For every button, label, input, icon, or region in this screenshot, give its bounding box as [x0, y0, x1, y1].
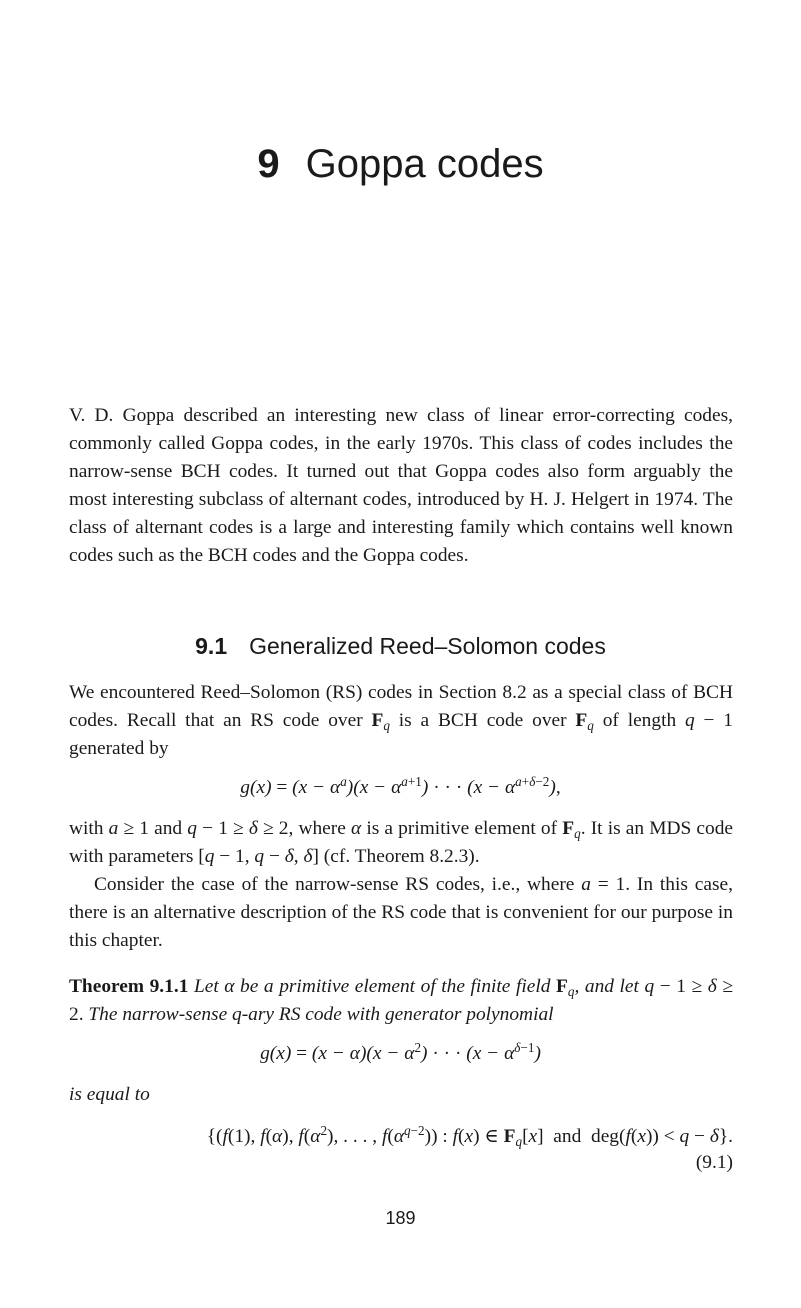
section-title — [0, 631, 801, 661]
equation-number: (9.1) — [695, 1152, 733, 1173]
section-number: 9.1 — [195, 633, 228, 659]
theorem-label: Theorem 9.1.1 — [69, 976, 189, 997]
section-name: Generalized Reed–Solomon codes — [249, 633, 606, 659]
theorem-code-set-equation: {(f(1), f(α), $f(\alpha^2)$, . . . , $f(\alpha^{q-2})$) : f(x) ∈ $F_q[x]$ and deg(f(x)) < q − δ}. — [206, 1122, 733, 1149]
generator-polynomial-equation: $g(x) = (x - \alpha^a)(x - \alpha^{a+1})$ · · · $(x - \alpha^{a+\delta-2})$, — [240, 773, 561, 798]
intro-paragraph: V. D. Goppa described an interesting new class of linear error-correcting codes, commonly called Goppa codes, in the early 1970s. This class of codes includes the narrow-sense BCH codes. It turned out that Goppa codes also form arguably the most interesting subclass of alternant codes, introduced by H. J. Helgert in 1974. The class of alternant codes is a large and interesting family which contains well known codes such as the BCH codes and the Goppa codes. — [69, 405, 733, 566]
page-number: 189 — [385, 1208, 416, 1228]
chapter-number: 9 — [257, 142, 280, 186]
paragraph-narrow-sense: Consider the case of the narrow-sense RS codes, i.e., where a = 1. In this case, there is an alternative description of the RS code that is convenient for our purpose in this chapter. — [69, 874, 733, 951]
chapter-name: Goppa codes — [305, 142, 544, 186]
theorem-statement: Theorem 9.1.1 Let α be a primitive element of the finite field $F_q$, and let q − 1 ≥ δ ≥ 2. The narrow-sense q-ary RS code with generator polynomial — [69, 976, 733, 1025]
theorem-is-equal-to: is equal to — [69, 1084, 150, 1105]
paragraph-rs-intro: We encountered Reed–Solomon (RS) codes in Section 8.2 as a special class of BCH codes. Recall that an RS code over $F_q$ is a BCH code over $F_q$ of length q − 1 generated by — [69, 682, 733, 759]
theorem-generator-equation: $g(x) = (x - \alpha)(x - \alpha^2)$ · · · $(x - \alpha^{\delta-1})$ — [260, 1039, 541, 1064]
paragraph-rs-parameters: with a ≥ 1 and q − 1 ≥ δ ≥ 2, where α is a primitive element of $F_q$. It is an MDS code with parameters [q − 1, q − δ, δ] (cf. Theorem 8.2.3). — [69, 818, 733, 867]
chapter-title — [0, 140, 801, 188]
